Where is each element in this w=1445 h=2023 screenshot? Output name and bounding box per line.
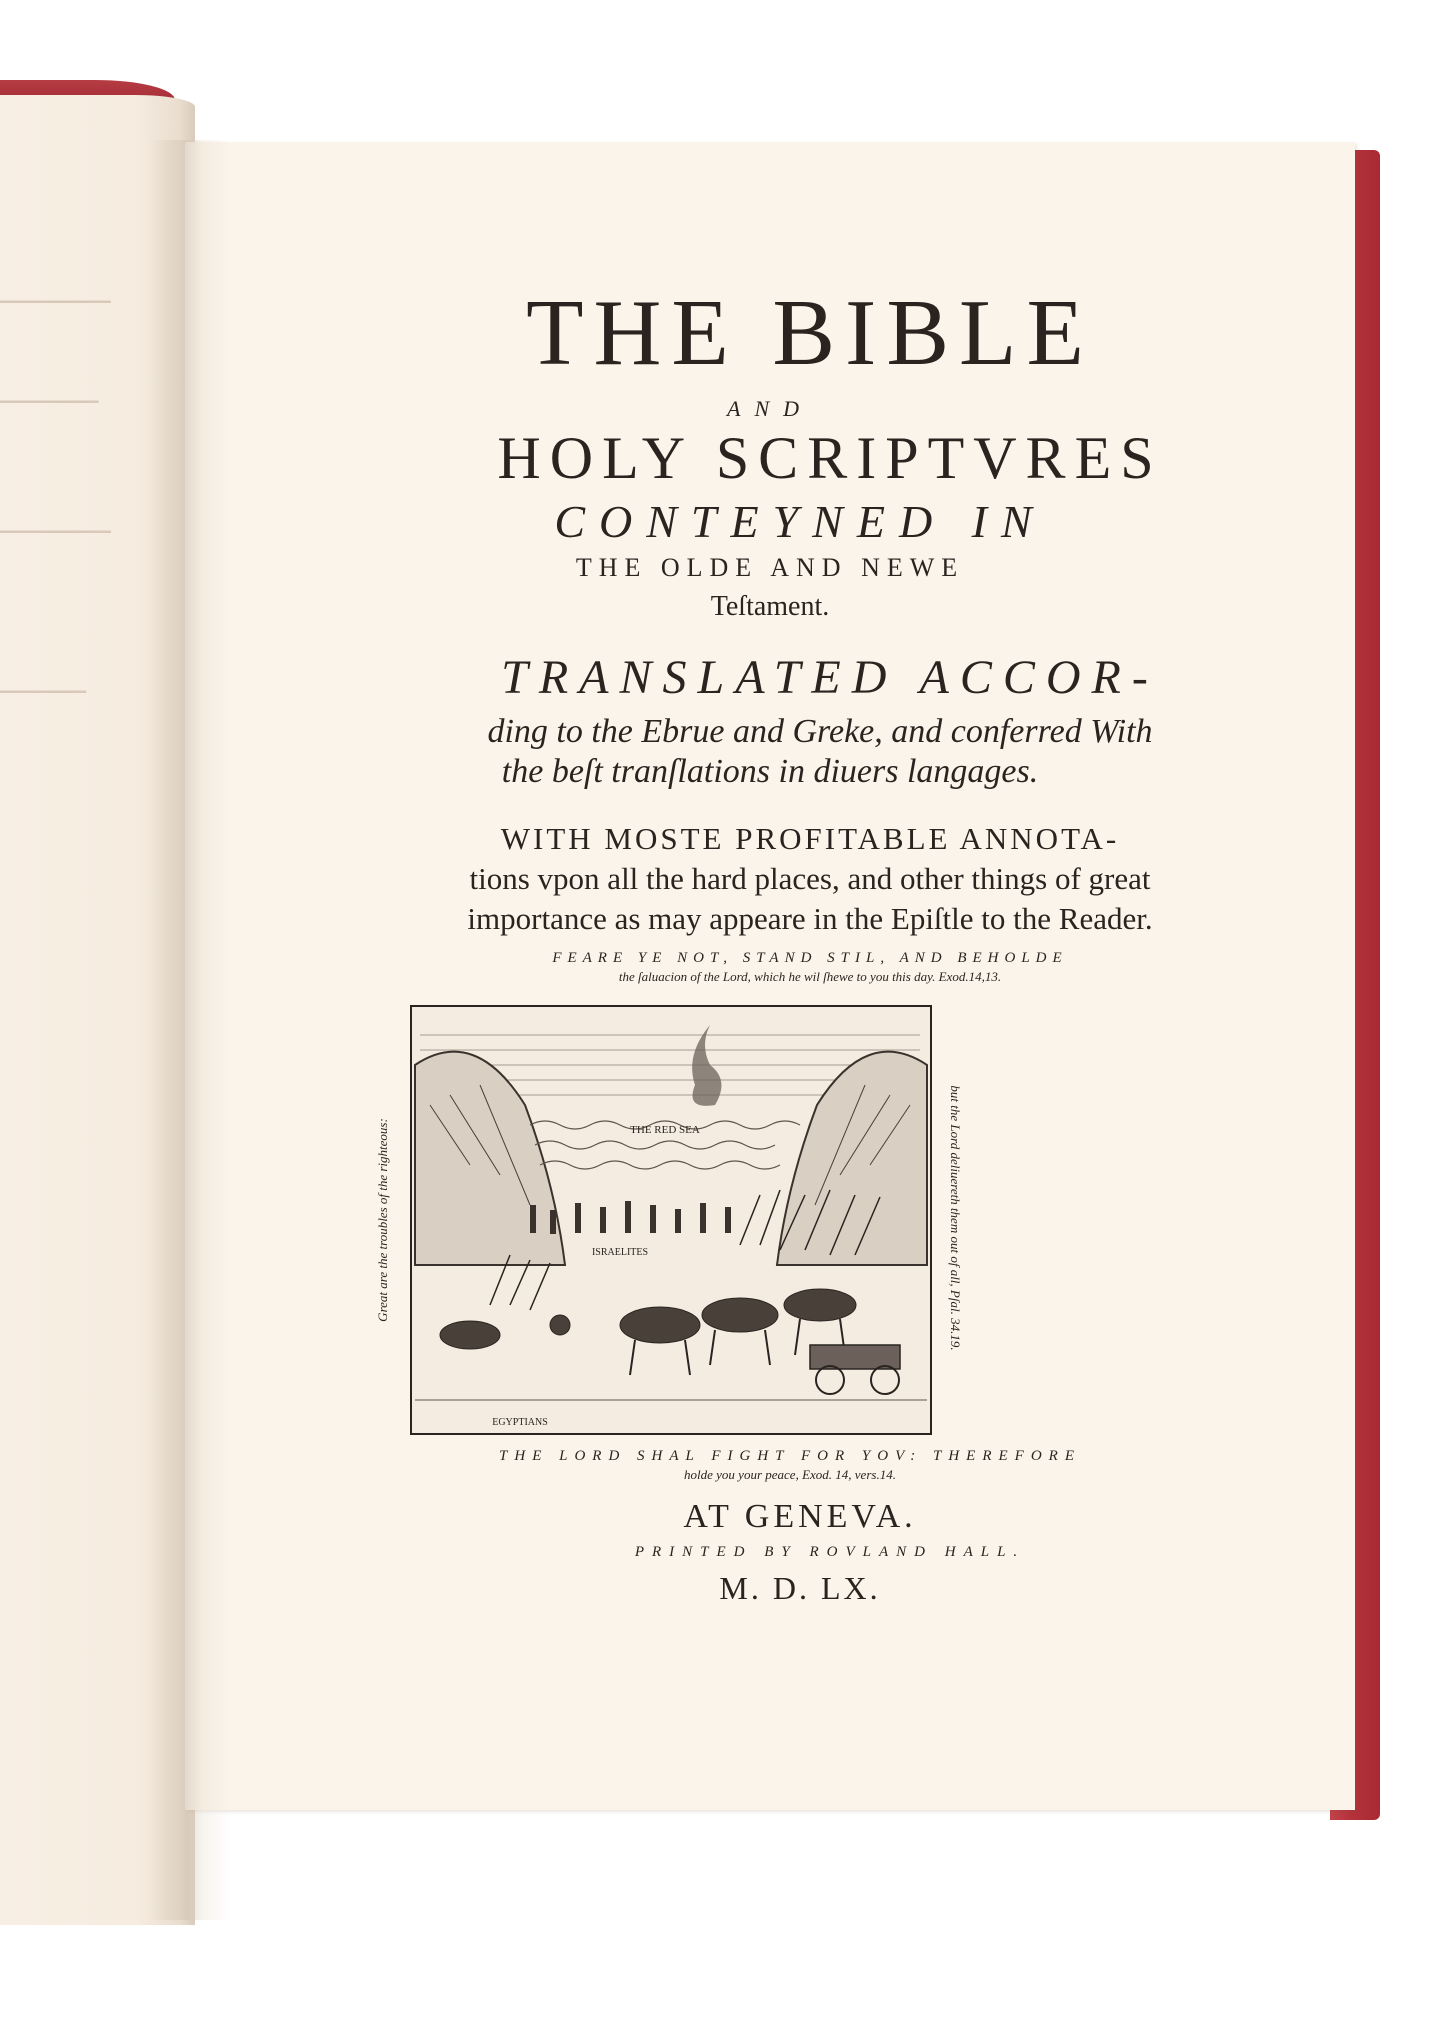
feare-line: FEARE YE NOT, STAND STIL, AND BEHOLDE [552, 950, 1068, 966]
main-title: THE BIBLE [526, 281, 1094, 385]
saluacion-line: the ſaluacion of the Lord, which he wil ſhewe to you this day. Exod.14,13. [618, 969, 1002, 984]
woodcut-label-israelites: ISRAELITES [591, 1247, 649, 1258]
left-page-bleed-text: ▁▁▁▁▁▁▁▁▁ [0, 516, 111, 533]
printer-line: PRINTED BY ROVLAND HALL. [634, 1544, 1026, 1560]
best-line: the beſt tranſlations in diuers langages. [501, 753, 1039, 790]
woodcut-left-caption: Great are the troubles of the righteous: [375, 1118, 390, 1322]
imprint-date: M. D. LX. [719, 1570, 881, 1606]
importance-line: importance as may appeare in the Epiſtle to the Reader. [467, 901, 1153, 936]
woodcut-right-caption: but the Lord deliuereth them out of all, Pſal. 34.19. [948, 1085, 963, 1351]
holy-scriptures-line: HOLY SCRIPTVRES [497, 425, 1163, 491]
lord-line: THE LORD SHAL FIGHT FOR YOV: THEREFORE [499, 1448, 1081, 1464]
red-sea-woodcut [410, 1005, 932, 1435]
tions-line: tions vpon all the hard places, and other things of great [469, 861, 1151, 896]
testament-line: Teſtament. [710, 591, 830, 622]
woodcut-label-egyptians: EGYPTIANS [492, 1417, 548, 1428]
imprint-place: AT GENEVA. [683, 1498, 917, 1535]
with-line: WITH MOSTE PROFITABLE ANNOTA- [500, 821, 1120, 856]
and-line: AND [727, 396, 813, 421]
ding-line: ding to the Ebrue and Greke, and conferred With [487, 713, 1153, 750]
olde-newe-line: THE OLDE AND NEWE [575, 553, 965, 582]
woodcut-label-red-sea: THE RED SEA [630, 1124, 700, 1136]
translated-line: TRANSLATED ACCOR- [501, 651, 1159, 704]
left-page-bleed-text: ▁▁▁▁▁▁▁▁ [0, 386, 99, 403]
conteyned-line: CONTEYNED IN [554, 496, 1046, 547]
left-page-bleed-text: ▁▁▁▁▁▁▁▁▁ [0, 286, 111, 303]
left-page-bleed-text: ▁▁▁▁▁▁▁ [0, 676, 87, 693]
holde-line: holde you your peace, Exod. 14, vers.14. [684, 1467, 896, 1482]
